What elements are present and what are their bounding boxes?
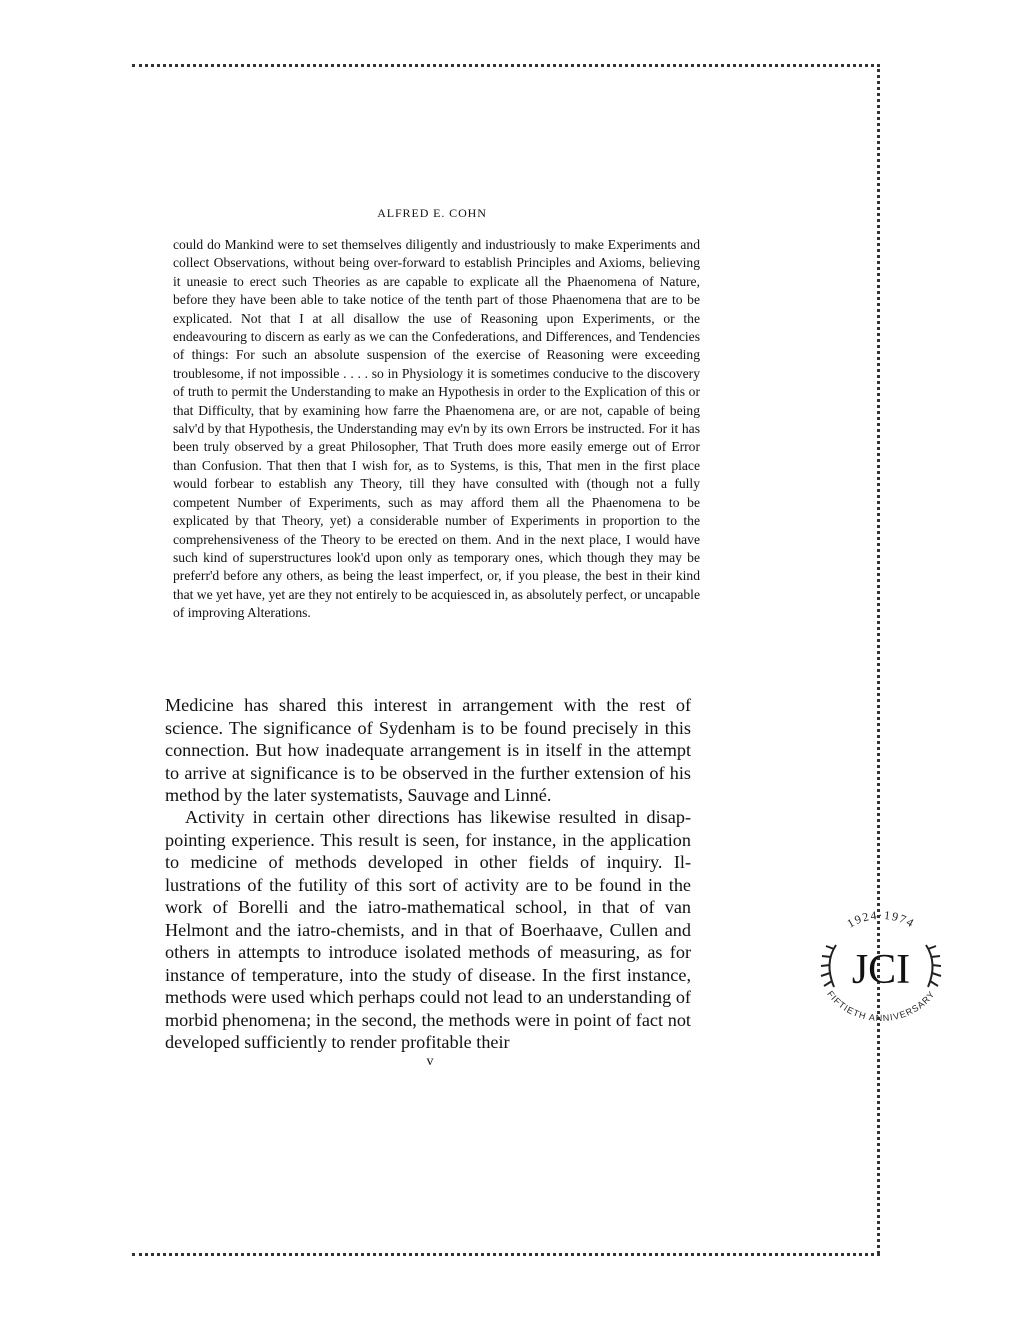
body-paragraph-2: Activity in certain other directions has likewise resulted in disappointing experience. This result is seen, for instance, in the application to medicine of methods developed in other fields of inquiry. Illustrations of the futility of this sort of activity are to be found in the work of Borelli and the iatro-mathematical school, in that of van Helmont and the iatro-chemists, and in that of Boerhaave, Cullen and others in attempts to introduce isolated methods of measuring, as for instance of temperature, into the study of disease. In the first instance, methods were used which perhaps could not lead to an understanding of morbid phenomena; in the second, the methods were in point of fact not developed sufficiently to render profitable their — [165, 807, 691, 1052]
block-quotation: could do Mankind were to set themselves diligently and industriously to make Experiments and collect Observations, without being over-forward to establish Principles and Axioms, believing it uneasie to erect such Theories as are capable to explicate all the Phaenomena of Nature, before they have been able to take notice of the tenth part of those Phaenomena that are to be explicated. Not that I at all disallow the use of Reasoning upon Experiments, or the endeavouring to discern as early as we can the Confederations, and Differences, and Tendencies of things: For such an absolute suspension of the exercise of Reasoning were exceeding troublesome, if not impossible . . . . so in Physiology it is sometimes conducive to the discovery of truth to permit the Understanding to make an Hypothesis in order to the Explication of this or that Difficulty, that by examining how farre the Phaenomena are, or are not, capable of being salv'd by that Hypothesis, the Understanding may ev'n by its own Errors be instructed. For it has been truly observed by a great Philosopher, That Truth does more easily emerge out of Error than Confusion. That then that I wish for, as to Systems, is this, That men in the first place would forbear to establish any Theory, till they have consulted with (though not a fully competent Number of Experiments, such as may afford them all the Phaenomena to be explicated by that Theory, yet) a considerable number of Experiments in proportion to the comprehensiveness of the Theory to be erected on them. And in the next place, I would have such kind of superstructures look'd upon only as temporary ones, which though they may be preferr'd before any others, as being the least imperfect, or, if you please, the best in their kind that we yet have, yet are they not entirely to be acquiesced in, as absolutely perfect, or uncapable of improving Alterations. — [173, 237, 700, 621]
seal-monogram: JCI — [851, 947, 911, 993]
seal-motto: FIFTIETH ANNIVERSARY — [825, 988, 937, 1024]
jci-anniversary-seal — [806, 905, 956, 1025]
laurel-right-icon — [926, 945, 941, 987]
svg-text:1924·1974 — [845, 908, 918, 931]
seal-years: 1924·1974 — [844, 908, 918, 931]
body-paragraph-1: Medicine has shared this interest in arrangement with the rest of science. The significance of Sydenham is to be found precisely in this connection. But how inadequate arrangement is in itself in the attempt to arrive at significance is to be observed in the further extension of his method by the later systematists, Sauvage and Linné. — [165, 695, 691, 805]
seal-graphic — [806, 905, 956, 1025]
running-head: ALFRED E. COHN — [377, 206, 487, 220]
laurel-left-icon — [821, 945, 836, 987]
dotted-frame-right — [877, 64, 880, 1254]
page-number: v — [426, 1054, 434, 1069]
svg-text:FIFTIETH ANNIVERSARY — [825, 989, 937, 1023]
dotted-frame-top — [132, 64, 880, 67]
dotted-frame-bottom — [132, 1253, 880, 1256]
